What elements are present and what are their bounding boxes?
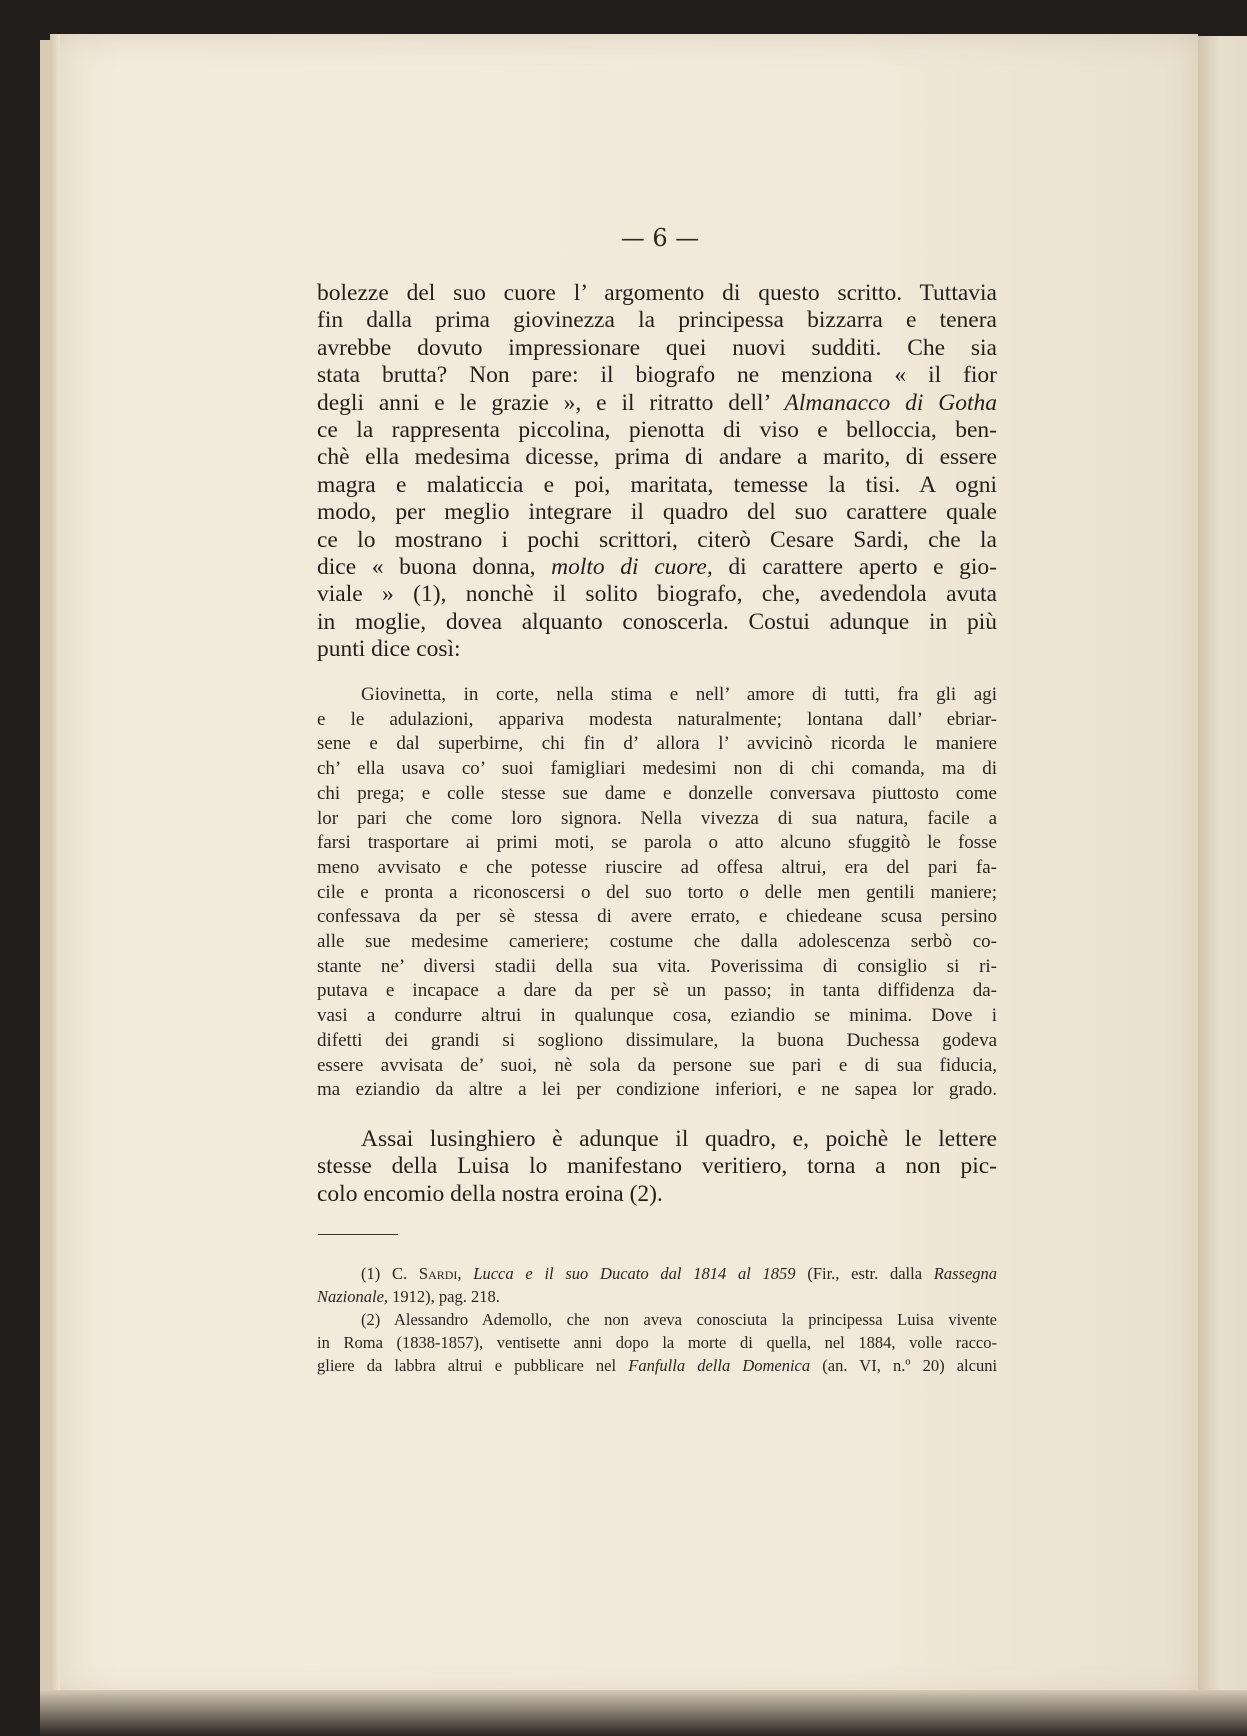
text-line: fin dalla prima giovinezza la principessa bizzarra e tenera <box>317 307 997 334</box>
quote-line: vasi a condurre altrui in qualunque cosa, eziandio se minima. Dove i <box>317 1005 997 1027</box>
footnote-1-line <box>317 1285 997 1308</box>
footnote-text: 1912), pag. 218. <box>392 1287 500 1306</box>
quote-line: Giovinetta, in corte, nella stima e nell’ amore di tutti, fra gli agi <box>361 684 997 705</box>
quote-line: lor pari che come loro signora. Nella vivezza di sua natura, facile a <box>317 807 997 829</box>
quote-line: meno avvisato e che potesse riuscire ad offesa altrui, era del pari fa- <box>317 856 997 878</box>
footnote-author: Sardi, <box>418 1264 462 1283</box>
paragraph-2 <box>317 1126 997 1208</box>
block-quote <box>317 683 997 1103</box>
text-segment: di carattere aperto e gio- <box>728 554 997 581</box>
text-line: bolezze del suo cuore l’ argomento di questo scritto. Tuttavia <box>317 280 997 306</box>
quote-line: ch’ ella usava co’ suoi famigliari medesimi non di chi comanda, ma di <box>317 758 997 780</box>
text-line: avrebbe dovuto impressionare quei nuovi sudditi. Che sia <box>317 334 997 361</box>
quote-line: chi prega; e colle stesse sue dame e donzelle conversava piuttosto come <box>317 782 997 804</box>
text-line: stesse della Luisa lo manifestano veritiero, torna a non pic- <box>317 1153 997 1180</box>
text-line: Assai lusinghiero è adunque il quadro, e, poichè le lettere <box>361 1126 997 1152</box>
footnote-separator <box>318 1234 398 1235</box>
footnote-text: (an. VI, n.º 20) alcuni <box>822 1356 998 1375</box>
quote-line: farsi trasportare ai primi moti, se parola o atto alcuno sfuggitò le fosse <box>317 832 997 854</box>
text-line: chè ella medesima dicesse, prima di andare a marito, di essere <box>317 444 997 471</box>
quote-line: putava e incapace a dare da per sè un passo; in tanta diffidenza da- <box>317 980 997 1002</box>
text-line <box>317 390 997 417</box>
page-binding-edge <box>50 34 60 1698</box>
page-number: — 6 — <box>620 224 700 252</box>
footnote-2-line: in Roma (1838-1857), ventisette anni dopo la morte di quella, nel 1884, volle racco- <box>317 1333 997 1352</box>
footnote-marker: (1) C. <box>361 1264 408 1283</box>
text-segment: degli anni e le grazie », e il ritratto dell’ <box>317 389 770 416</box>
page-bottom-edge <box>40 1690 1247 1736</box>
text-line: viale » (1), nonchè il solito biografo, che, avedendola avuta <box>317 581 997 608</box>
quote-line: essere avvisata de’ suoi, nè sola da persone sue pari e di sua fiducia, <box>317 1054 997 1076</box>
next-page-edge <box>1195 36 1247 1700</box>
quote-line: confessava da per sè stessa di avere errato, e chiedeane scusa persino <box>317 906 997 928</box>
footnote-1-line <box>317 1262 997 1285</box>
quote-line: ma eziandio da altre a lei per condizione inferiori, e ne sapea lor grado. <box>317 1079 997 1101</box>
almanac-title: Almanacco di Gotha <box>784 389 997 416</box>
text-line: in moglie, dovea alquanto conoscerla. Costui adunque in più <box>317 608 997 635</box>
quote-line: e le adulazioni, appariva modesta naturalmente; lontana dall’ ebriar- <box>317 708 997 730</box>
text-line: ce la rappresenta piccolina, pienotta di viso e belloccia, ben- <box>317 417 997 444</box>
text-segment: dice « buona donna, <box>317 554 536 581</box>
text-line <box>317 554 997 581</box>
quote-line: stante ne’ diversi stadii della sua vita. Poverissima di consiglio si ri- <box>317 955 997 977</box>
quote-line: sene e dal superbirne, chi fin d’ allora l’ avvicinò ricorda le maniere <box>317 733 997 755</box>
text-line: ce lo mostrano i pochi scrittori, citerò Cesare Sardi, che la <box>317 526 997 553</box>
quote-line: cile e pronta a riconoscersi o del suo torto o delle men gentili maniere; <box>317 881 997 903</box>
footnote-2-line <box>317 1354 997 1377</box>
text-line: stata brutta? Non pare: il biografo ne menziona « il fior <box>317 362 997 389</box>
footnote-title: Lucca e il suo Ducato dal 1814 al 1859 <box>473 1264 796 1283</box>
footnote-text: gliere da labbra altrui e pubblicare nel <box>317 1356 617 1375</box>
footnote-text: (Fir., estr. dalla <box>807 1264 923 1283</box>
footnote-journal: Rassegna <box>933 1264 998 1283</box>
text-line: magra e malaticcia e poi, maritata, temesse la tisi. A ogni <box>317 471 997 498</box>
footnote-2-line: (2) Alessandro Ademollo, che non aveva conosciuta la principessa Luisa vivente <box>361 1310 997 1329</box>
italic-phrase: molto di cuore, <box>551 554 713 581</box>
text-line: modo, per meglio integrare il quadro del suo carattere quale <box>317 499 997 526</box>
footnote-journal: Nazionale, <box>317 1287 389 1306</box>
quote-line: alle sue medesime cameriere; costume che dalla adolescenza serbò co- <box>317 931 997 953</box>
footnote-journal: Fanfulla della Domenica <box>628 1356 811 1375</box>
paragraph-1 <box>317 280 997 664</box>
text-line: punti dice così: <box>317 636 461 663</box>
footnotes <box>317 1262 997 1377</box>
quote-line: difetti dei grandi si sogliono dissimulare, la buona Duchessa godeva <box>317 1029 997 1051</box>
text-line: colo encomio della nostra eroina (2). <box>317 1180 663 1207</box>
